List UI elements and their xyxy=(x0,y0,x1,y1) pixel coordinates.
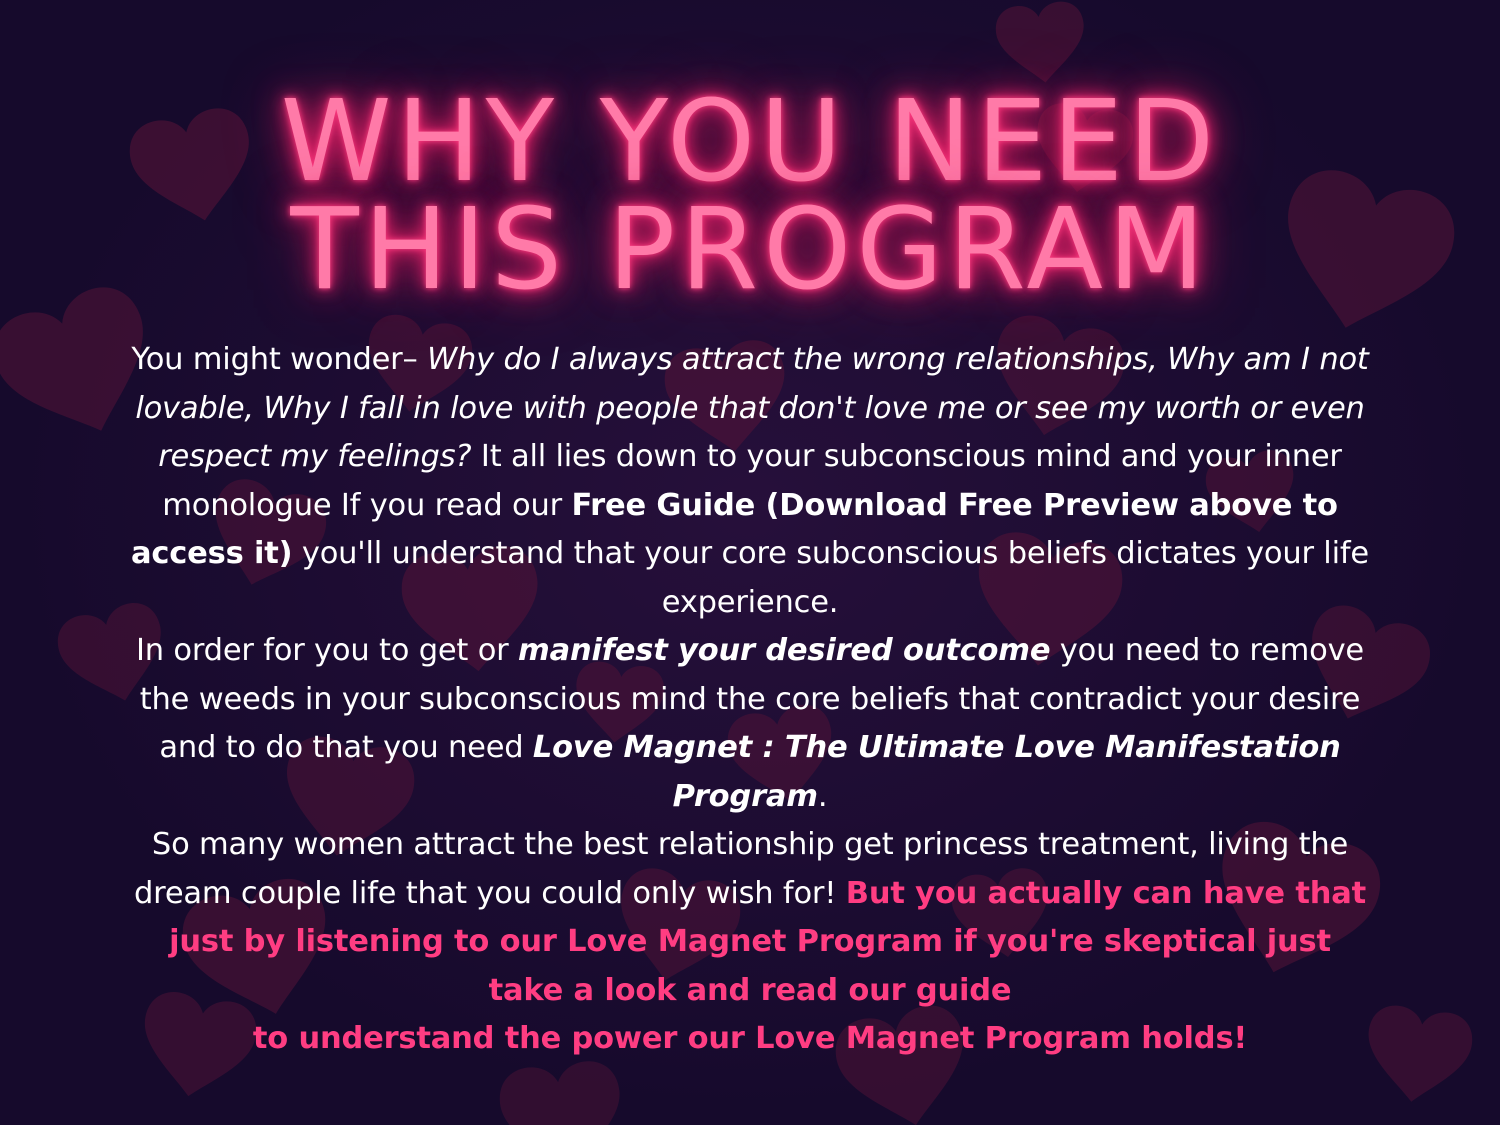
paragraph-wonder-intro: You might wonder– xyxy=(131,342,428,377)
paragraph-order-intro: In order for you to get or xyxy=(135,633,518,668)
highlight-skeptical: But you actually can have that just by listening to our Love Magnet Program if you're skeptical just take a look and read our guide xyxy=(169,875,1366,1008)
paragraph-women-text: So many women attract the best relationship get princess treatment, living the dream couple life that you could only wish for! xyxy=(134,827,1349,911)
free-guide-mention: Free Guide (Download Free Preview above to access it) xyxy=(131,487,1338,571)
paragraph-order-middle: you need to remove the weeds in your subconscious mind the core beliefs that contradict your desire and to do that you need xyxy=(139,633,1364,765)
heart-icon xyxy=(994,0,1090,87)
title-line-1: WHY YOU NEED xyxy=(280,77,1220,207)
paragraph-order-end: . xyxy=(817,778,828,814)
heart-icon xyxy=(497,1058,628,1125)
paragraph-women xyxy=(128,821,1372,1064)
body-text xyxy=(128,336,1372,1064)
paragraph-order xyxy=(128,627,1372,821)
program-name: Love Magnet : The Ultimate Love Manifestation Program xyxy=(532,730,1341,814)
highlight-power: to understand the power our Love Magnet Program holds! xyxy=(252,1021,1248,1056)
paragraph-wonder-questions: Why do I always attract the wrong relationships, Why am I not lovable, Why I fall in love with people that don't love me or see my worth or even respect my feelings? xyxy=(135,342,1369,474)
title-line-2: THIS PROGRAM xyxy=(290,185,1210,315)
paragraph-wonder xyxy=(128,336,1372,627)
desired-outcome-emphasis: manifest your desired outcome xyxy=(518,633,1051,668)
paragraph-wonder-middle: It all lies down to your subconscious mind and your inner monologue If you read our xyxy=(162,439,1342,523)
paragraph-wonder-end: you'll understand that your core subconscious beliefs dictates your life experience. xyxy=(292,536,1369,620)
page-title xyxy=(0,77,1500,315)
heart-icon xyxy=(1360,1002,1476,1109)
